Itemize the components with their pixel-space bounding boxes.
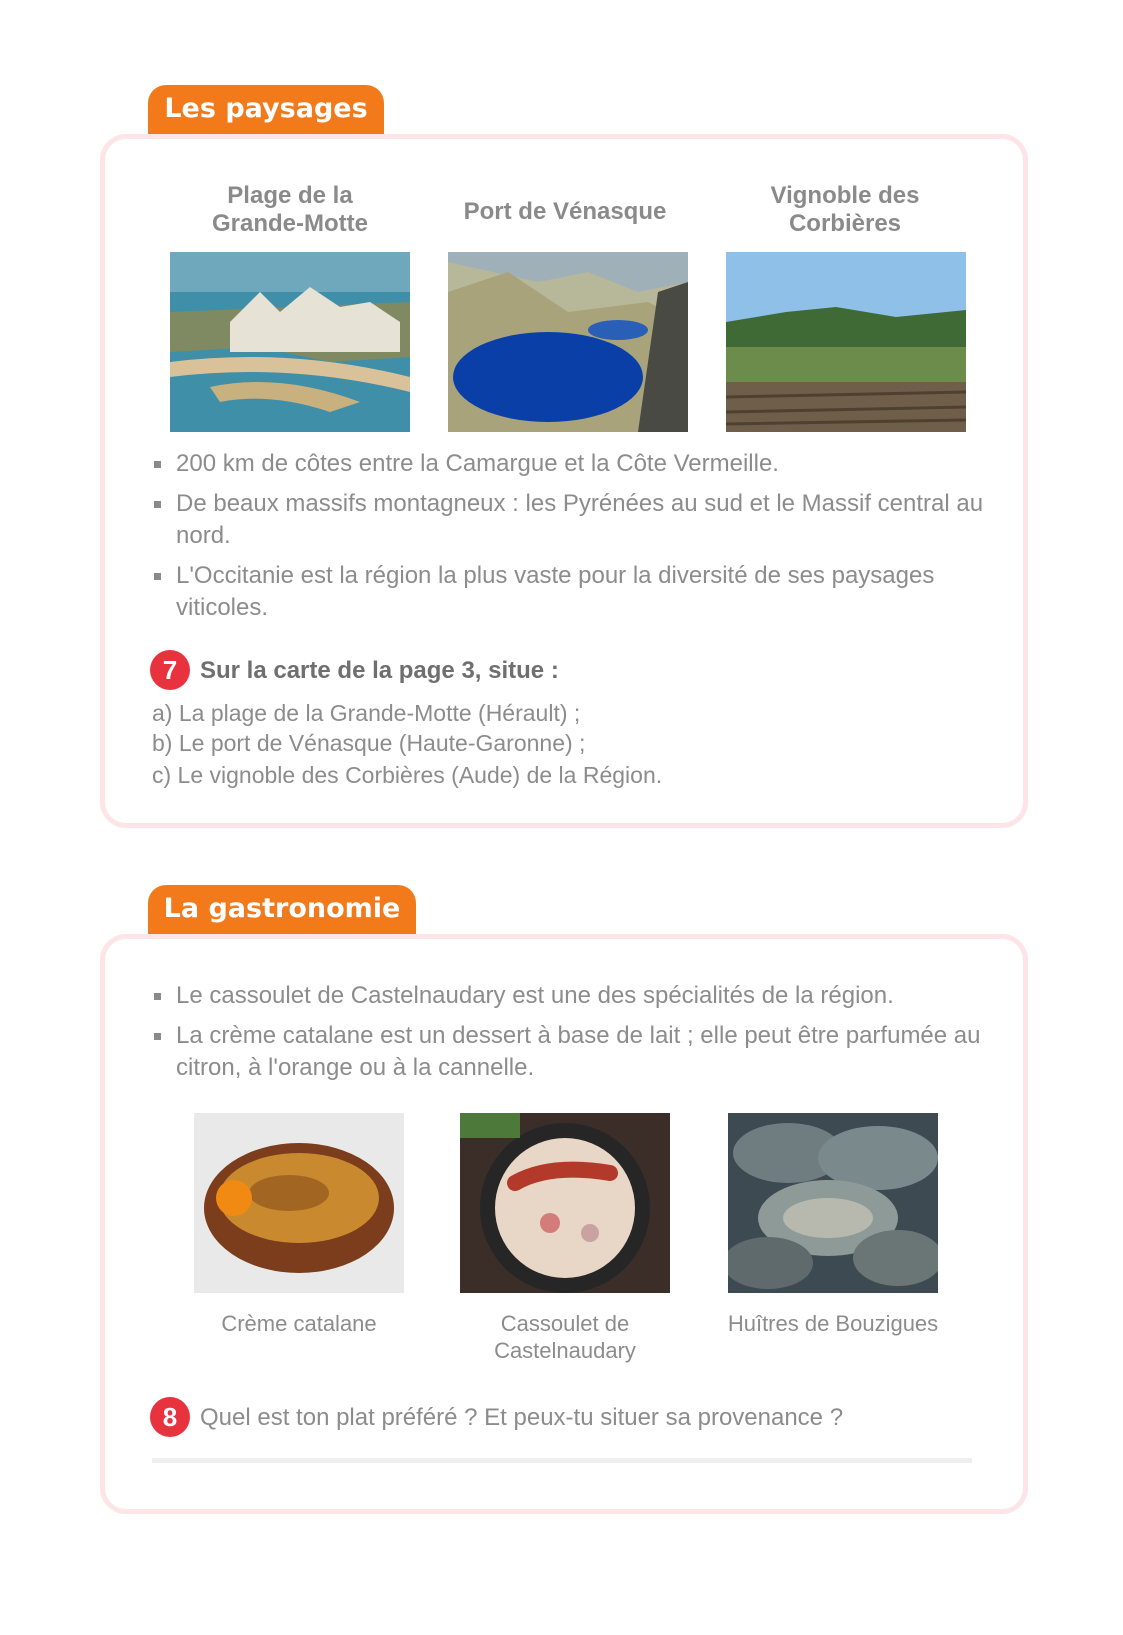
cassoulet-photo <box>460 1113 670 1293</box>
creme-catalane-photo <box>194 1113 404 1293</box>
answer-line: a) La plage de la Grande-Motte (Hérault) ; <box>152 700 581 726</box>
bullet-icon <box>154 501 161 508</box>
bullet-item <box>176 448 996 480</box>
dish-caption: Crème catalane <box>221 1311 377 1336</box>
bullet-icon <box>154 461 161 468</box>
question-number-badge: 7 <box>150 650 190 690</box>
image-label-venasque: Port de Vénasque <box>463 198 667 225</box>
bullet-icon <box>154 1033 161 1040</box>
mountain-lake-photo <box>448 252 688 432</box>
bullet-text: 200 km de côtes entre la Camargue et la Côte Vermeille. <box>176 450 779 477</box>
section-tab-paysages <box>148 85 384 135</box>
image-label-corbieres: Vignoble des Corbières <box>770 182 920 237</box>
answer-line: b) Le port de Vénasque (Haute-Garonne) ; <box>152 730 586 756</box>
bullet-text: L'Occitanie est la région la plus vaste pour la diversité de ses paysages viticoles. <box>176 562 935 621</box>
bullet-item <box>176 980 996 1012</box>
bullet-icon <box>154 573 161 580</box>
image-label-grande-motte: Plage de la Grande-Motte <box>212 182 368 237</box>
question-number-badge: 8 <box>150 1397 190 1437</box>
bullet-text: La crème catalane est un dessert à base de lait ; elle peut être parfumée au citron, à l'orange ou à la cannelle. <box>176 1022 981 1081</box>
bullet-text: De beaux massifs montagneux : les Pyrénées au sud et le Massif central au nord. <box>176 490 984 549</box>
answer-rule <box>152 1458 972 1463</box>
huitres-photo <box>728 1113 938 1293</box>
bullet-icon <box>154 993 161 1000</box>
bullet-item <box>176 488 996 552</box>
dish-caption: Huîtres de Bouzigues <box>727 1311 939 1336</box>
section-tab-gastronomie <box>148 885 416 935</box>
beach-photo <box>170 252 410 432</box>
answer-line: c) Le vignoble des Corbières (Aude) de la Région. <box>152 762 663 788</box>
section-title: La gastronomie <box>163 893 401 924</box>
bullet-item <box>176 1020 996 1084</box>
vineyard-photo <box>726 252 966 432</box>
question-text: Quel est ton plat préféré ? Et peux-tu situer sa provenance ? <box>200 1404 844 1431</box>
bullet-text: Le cassoulet de Castelnaudary est une des spécialités de la région. <box>176 982 894 1009</box>
dish-caption: Cassoulet de Castelnaudary <box>494 1311 636 1363</box>
bullet-item <box>176 560 996 624</box>
section-title: Les paysages <box>164 93 368 124</box>
question-text: Sur la carte de la page 3, situe : <box>200 657 559 684</box>
